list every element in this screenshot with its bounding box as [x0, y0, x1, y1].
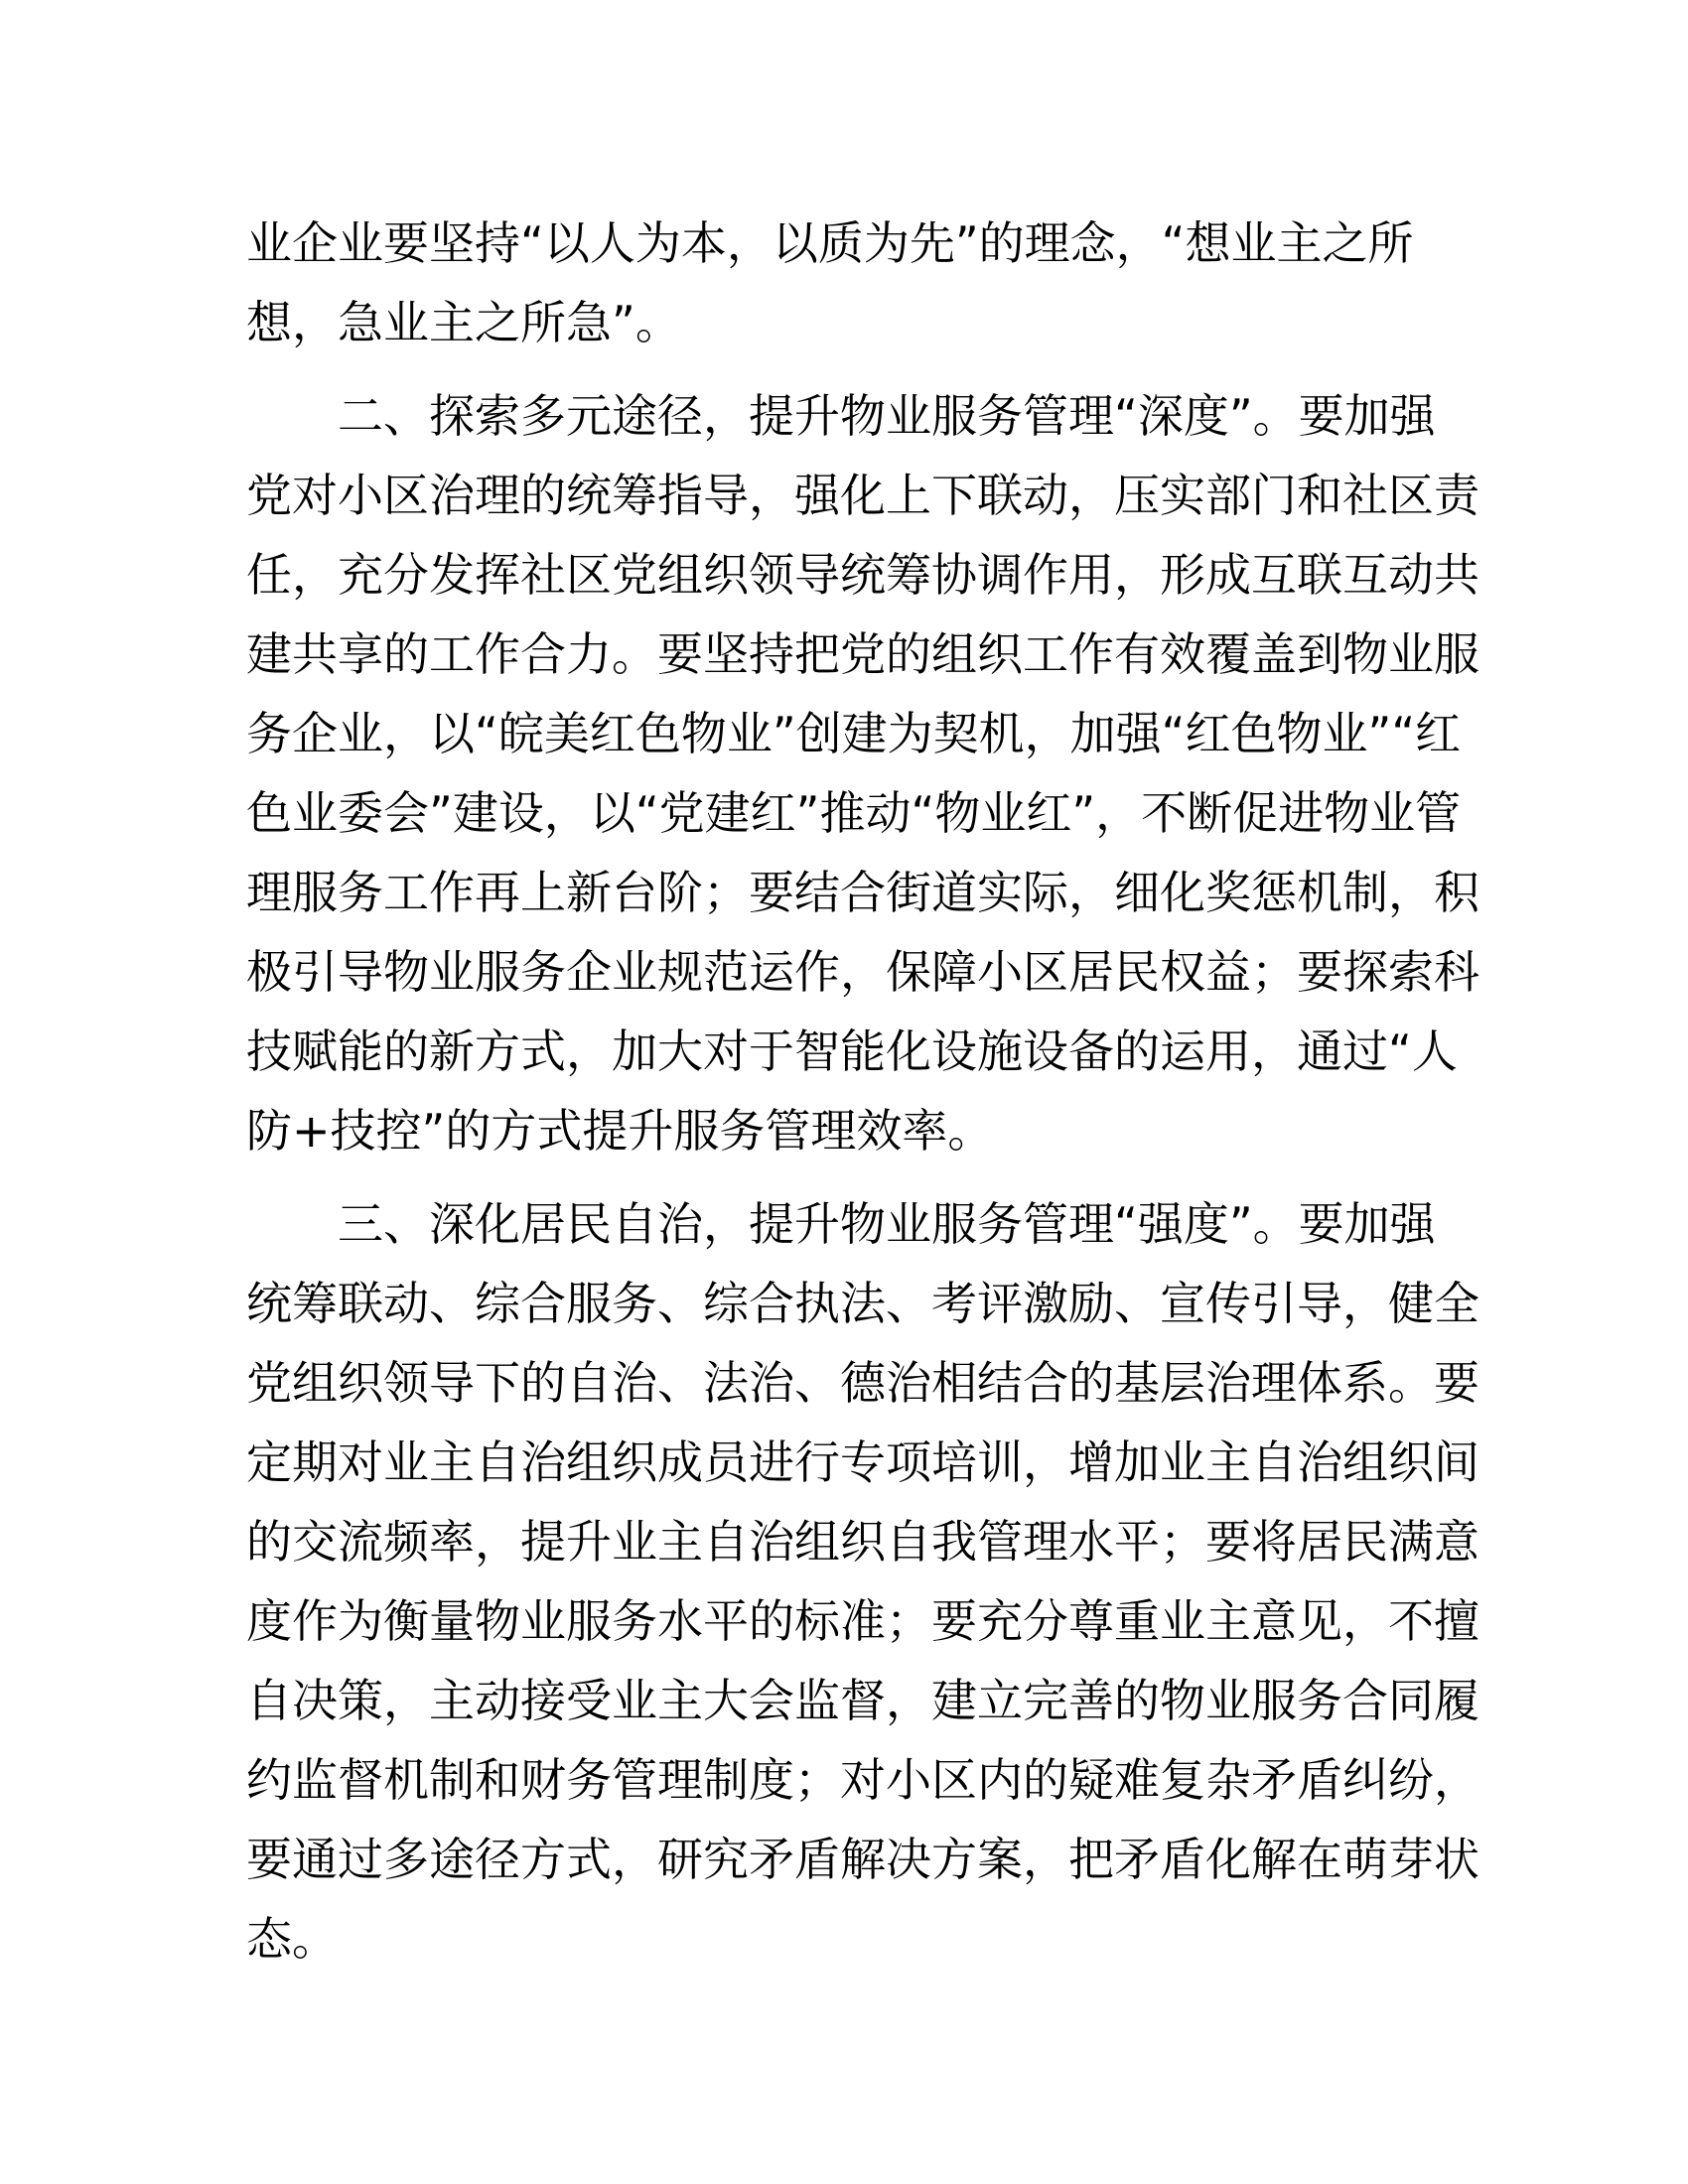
paragraph-2	[246, 376, 1479, 1170]
paragraph-gap	[246, 362, 1448, 376]
paragraph-line: 要通过多途径方式，研究矛盾解决方案，把矛盾化解在萌芽状	[246, 1833, 1479, 1886]
paragraph-line: 技赋能的新方式，加大对于智能化设施设备的运用，通过“人	[246, 1024, 1458, 1078]
paragraph-line: 二、探索多元途径，提升物业服务管理“深度”。要加强	[338, 389, 1436, 443]
paragraph-line: 建共享的工作合力。要坚持把党的组织工作有效覆盖到物业服	[246, 627, 1479, 681]
paragraph-line: 度作为衡量物业服务水平的标准；要充分尊重业主意见，不擅	[246, 1594, 1479, 1648]
paragraph-line: 防+技控”的方式提升服务管理效率。	[246, 1104, 994, 1158]
paragraph-line: 态。	[246, 1912, 338, 1966]
paragraph-line: 党对小区治理的统筹指导，强化上下联动，压实部门和社区责	[246, 469, 1479, 522]
paragraph-line: 党组织领导下的自治、法治、德治相结合的基层治理体系。要	[246, 1356, 1479, 1410]
paragraph-line: 色业委会”建设，以“党建红”推动“物业红”，不断促进物业管	[246, 786, 1462, 840]
document-body	[246, 204, 1479, 1979]
paragraph-1	[246, 204, 1448, 362]
paragraph-line: 极引导物业服务企业规范运作，保障小区居民权益；要探索科	[246, 945, 1479, 999]
paragraph-line: 任，充分发挥社区党组织领导统筹协调作用，形成互联互动共	[246, 548, 1479, 602]
paragraph-line: 想，急业主之所急”。	[246, 296, 681, 349]
paragraph-line: 三、深化居民自治，提升物业服务管理“强度”。要加强	[338, 1197, 1436, 1251]
paragraph-line: 约监督机制和财务管理制度；对小区内的疑难复杂矛盾纠纷，	[246, 1753, 1479, 1807]
paragraph-line: 自决策，主动接受业主大会监督，建立完善的物业服务合同履	[246, 1674, 1479, 1727]
paragraph-line: 理服务工作再上新台阶；要结合街道实际，细化奖惩机制，积	[246, 866, 1479, 919]
paragraph-line: 的交流频率，提升业主自治组织自我管理水平；要将居民满意	[246, 1515, 1479, 1569]
paragraph-line: 业企业要坚持“以人为本，以质为先”的理念，“想业主之所	[246, 216, 1414, 270]
paragraph-line: 统筹联动、综合服务、综合执法、考评激励、宣传引导，健全	[246, 1277, 1479, 1330]
paragraph-gap	[246, 1170, 1448, 1184]
paragraph-3	[246, 1184, 1479, 1979]
paragraph-line: 定期对业主自治组织成员进行专项培训，增加业主自治组织间	[246, 1435, 1479, 1489]
paragraph-line: 务企业，以“皖美红色物业”创建为契机，加强“红色物业”“红	[246, 707, 1462, 760]
